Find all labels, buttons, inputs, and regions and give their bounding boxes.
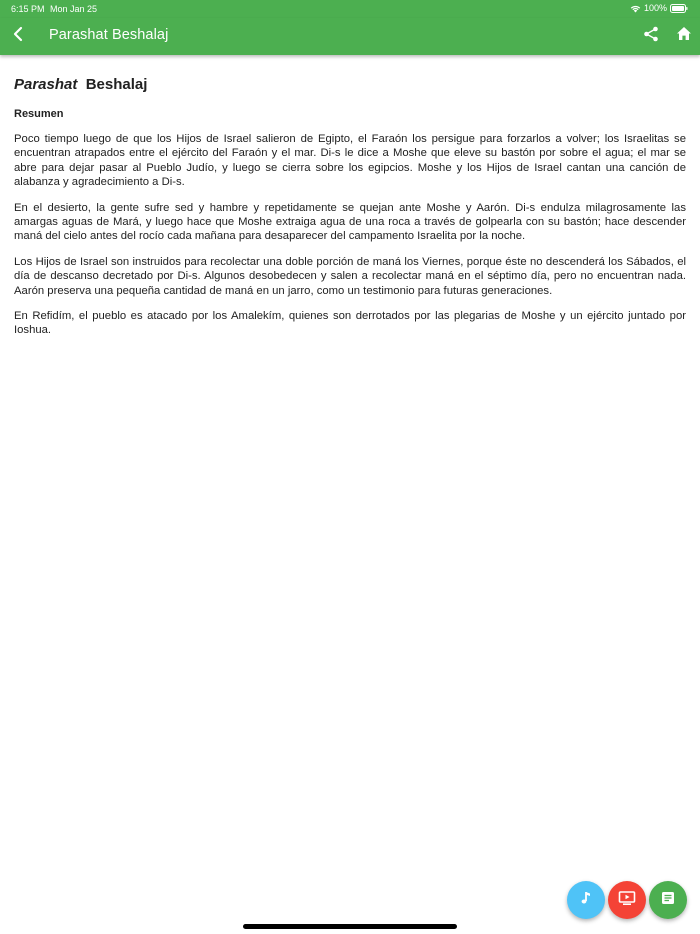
document-icon — [661, 891, 675, 910]
video-button[interactable] — [608, 881, 646, 919]
section-heading: Resumen — [14, 108, 64, 120]
status-bar — [0, 0, 700, 18]
page-title — [14, 75, 686, 95]
audio-button[interactable] — [567, 881, 605, 919]
home-button[interactable] — [673, 25, 695, 47]
back-button[interactable] — [6, 24, 30, 48]
music-note-icon — [579, 890, 593, 911]
status-time: 6:15 PM — [11, 4, 45, 14]
share-icon — [643, 26, 659, 47]
share-button[interactable] — [640, 25, 662, 47]
app-bar — [0, 18, 700, 55]
home-indicator — [243, 924, 457, 929]
status-indicators — [630, 3, 688, 13]
battery-icon — [670, 4, 688, 13]
chevron-left-icon — [12, 26, 24, 47]
summary-paragraph: En Refidím, el pueblo es atacado por los Amalekím, quienes son derrotados por las plegarias de Moshe y un ejército juntado por Ioshua. — [14, 310, 686, 337]
summary-paragraph: En el desierto, la gente sufre sed y hambre y repetidamente se quejan ante Moshe y Aarón. Di-s endulza milagrosamente las amargas aguas de Mará, y luego hace que Moshe extraiga agua de una roca a través de golpearla con su bastón; hace descender maná del cielo antes del rocío cada mañana para desaparecer del campamento Israelita por la noche. — [14, 201, 686, 243]
status-date: Mon Jan 25 — [50, 4, 98, 14]
battery-percent: 100% — [643, 3, 667, 13]
summary-paragraph: Los Hijos de Israel son instruidos para recolectar una doble porción de maná los Viernes, porque éste no descenderá los Sábados, el día de descanso decretado por Di-s. Algunos desobedecen y salen a recolectar maná en el séptimo día, pero no encuentran nada. Aarón preserva una pequeña cantidad de maná en un jarro, como un testimonio para futuras generaciones. — [14, 255, 686, 297]
summary-paragraph: Poco tiempo luego de que los Hijos de Israel salieron de Egipto, el Faraón los persigue para forzarlos a volver; los Israelitas se encuentran atrapados entre el ejército del Faraón y el mar. Di-s le dice a Moshe que eleve su bastón por sobre el agua; el mar se abre para dejar pasar al Pueblo Judío, y luego se cierra sobre los egipcios. Moshe y los Hijos de Israel cantan una canción de alabanza y agradecimiento a Di-s. — [14, 133, 686, 189]
main-content — [14, 72, 686, 338]
video-icon — [618, 890, 636, 911]
wifi-icon — [630, 4, 641, 13]
text-button[interactable] — [649, 881, 687, 919]
app-bar-title: Parashat Beshalaj — [49, 27, 169, 43]
page-title-italic: Parashat — [14, 76, 78, 93]
page-title-name: Beshalaj — [85, 76, 148, 93]
home-icon — [676, 26, 692, 46]
